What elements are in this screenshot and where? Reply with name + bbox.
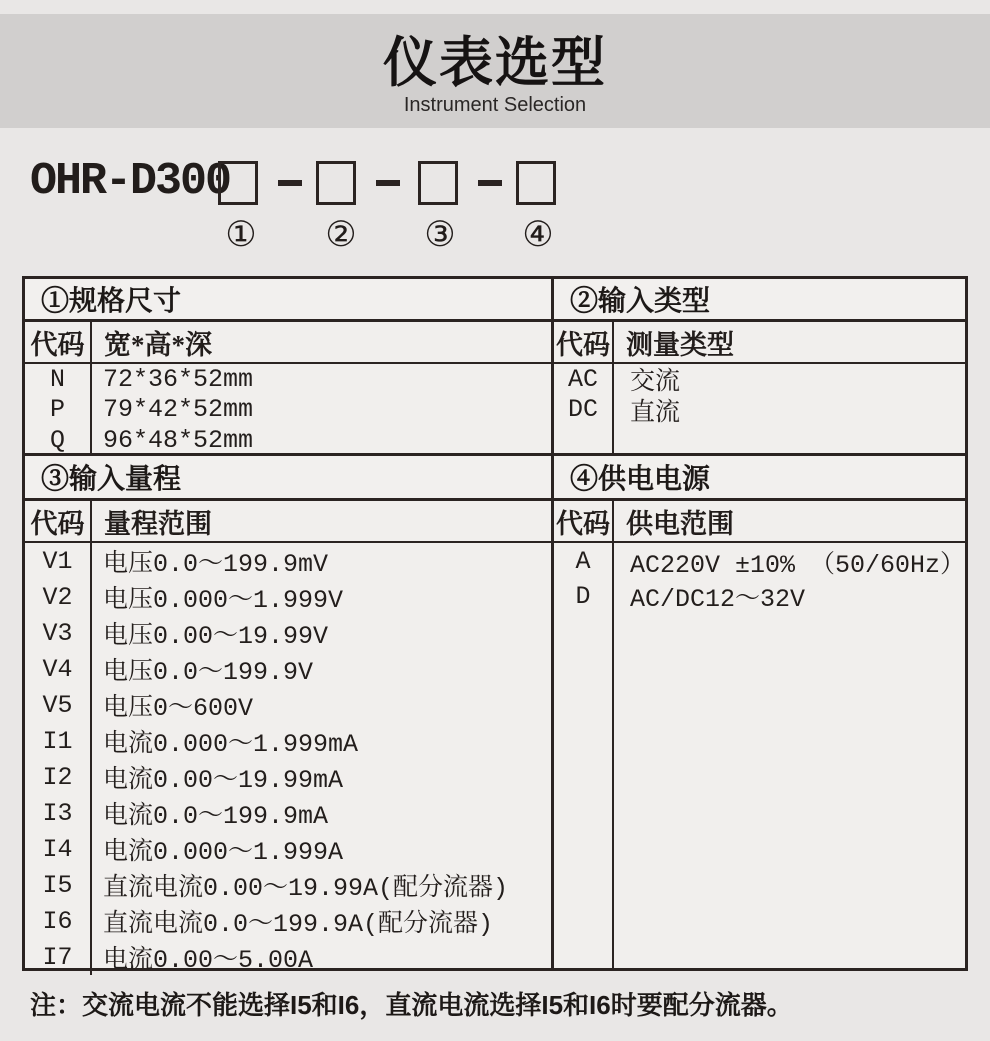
row-code: V3 <box>42 618 73 648</box>
row-desc: 电流0.000～1.999A <box>103 838 344 867</box>
footnote: 注：交流电流不能选择I5和I6，直流电流选择I5和I6时要配分流器。 <box>30 990 793 1020</box>
row-desc: 交流 <box>629 368 680 398</box>
desc-column <box>92 543 551 975</box>
model-box-4 <box>516 161 556 205</box>
section-range-col-head <box>25 501 551 543</box>
row-code: A <box>575 547 591 577</box>
row-code: I2 <box>42 762 73 792</box>
row-desc: 79*42*52mm <box>103 395 254 425</box>
code-column <box>25 364 92 453</box>
row-code: Q <box>49 425 65 455</box>
table-left-half <box>25 279 554 975</box>
code-column <box>25 543 92 975</box>
row-code: I4 <box>42 834 73 864</box>
section-title-input-range: ③输入量程 <box>25 456 551 501</box>
row-desc: 直流电流0.00～19.99A(配分流器) <box>103 874 509 903</box>
desc-header: 供电范围 <box>625 508 734 539</box>
section-power-data <box>554 543 965 968</box>
code-header: 代码 <box>25 322 92 362</box>
code-header: 代码 <box>554 322 614 362</box>
section-range-data <box>25 543 551 975</box>
desc-header: 量程范围 <box>104 508 212 539</box>
model-prefix: OHR-D300 <box>30 156 231 207</box>
row-desc: 电压0.000～1.999V <box>103 586 344 615</box>
row-desc: 电压0.0～199.9V <box>103 658 314 687</box>
row-desc: 电流0.000～1.999mA <box>103 730 359 759</box>
row-code: I5 <box>42 870 73 900</box>
section-type-col-head <box>554 322 965 364</box>
desc-header: 宽*高*深 <box>104 329 212 360</box>
row-desc: 直流电流0.0～199.9A(配分流器) <box>103 910 494 939</box>
row-code: I1 <box>42 726 73 756</box>
model-dash-1 <box>278 180 302 186</box>
row-code: D <box>575 581 591 611</box>
row-code: I7 <box>42 942 73 972</box>
section-spec-data <box>25 364 551 456</box>
row-code: I6 <box>42 906 73 936</box>
row-desc: 96*48*52mm <box>103 425 254 455</box>
row-desc: 电流0.0～199.9mA <box>103 802 329 831</box>
row-code: V4 <box>42 654 73 684</box>
row-code: DC <box>567 395 598 425</box>
row-desc: 直流 <box>629 398 680 428</box>
row-code: I3 <box>42 798 73 828</box>
row-desc: AC/DC12～32V <box>629 585 805 615</box>
row-desc: 电流0.00～19.99mA <box>103 766 344 795</box>
position-marker-4: ④ <box>522 215 554 255</box>
desc-column <box>614 543 965 968</box>
row-desc: 电压0～600V <box>103 694 254 723</box>
section-type-data <box>554 364 965 456</box>
model-code-diagram <box>0 152 990 262</box>
section-title-spec-size: ①规格尺寸 <box>25 279 551 322</box>
page-title: 仪表选型 <box>383 33 607 93</box>
code-column <box>554 364 614 453</box>
header-band <box>0 14 990 128</box>
selection-table <box>22 276 968 975</box>
model-dash-2 <box>376 180 400 186</box>
model-box-1 <box>218 161 258 205</box>
row-code: AC <box>567 364 598 394</box>
desc-column <box>92 364 551 453</box>
section-title-input-type: ②输入类型 <box>554 279 965 322</box>
position-marker-1: ① <box>225 215 257 255</box>
position-marker-3: ③ <box>424 215 456 255</box>
table-right-half <box>554 279 965 968</box>
desc-header: 测量类型 <box>625 329 734 360</box>
model-box-2 <box>316 161 356 205</box>
code-header: 代码 <box>554 501 614 541</box>
row-code: V2 <box>42 582 73 612</box>
position-marker-2: ② <box>325 215 357 255</box>
model-box-3 <box>418 161 458 205</box>
row-desc: 电流0.00～5.00A <box>103 946 314 975</box>
row-code: P <box>49 395 65 425</box>
page-subtitle: Instrument Selection <box>403 94 587 116</box>
row-code: N <box>49 364 65 394</box>
row-desc: 电压0.0～199.9mV <box>103 550 329 579</box>
row-desc: 72*36*52mm <box>103 364 254 394</box>
section-spec-col-head <box>25 322 551 364</box>
row-code: V5 <box>42 690 73 720</box>
row-code: V1 <box>42 546 73 576</box>
code-header: 代码 <box>25 501 92 541</box>
row-desc: 电压0.00～19.99V <box>103 622 329 651</box>
desc-column <box>614 364 965 453</box>
model-dash-3 <box>478 180 502 186</box>
row-desc: AC220V ±10% （50/60Hz） <box>629 550 965 580</box>
code-column <box>554 543 614 968</box>
section-power-col-head <box>554 501 965 543</box>
section-title-power-supply: ④供电电源 <box>554 456 965 501</box>
